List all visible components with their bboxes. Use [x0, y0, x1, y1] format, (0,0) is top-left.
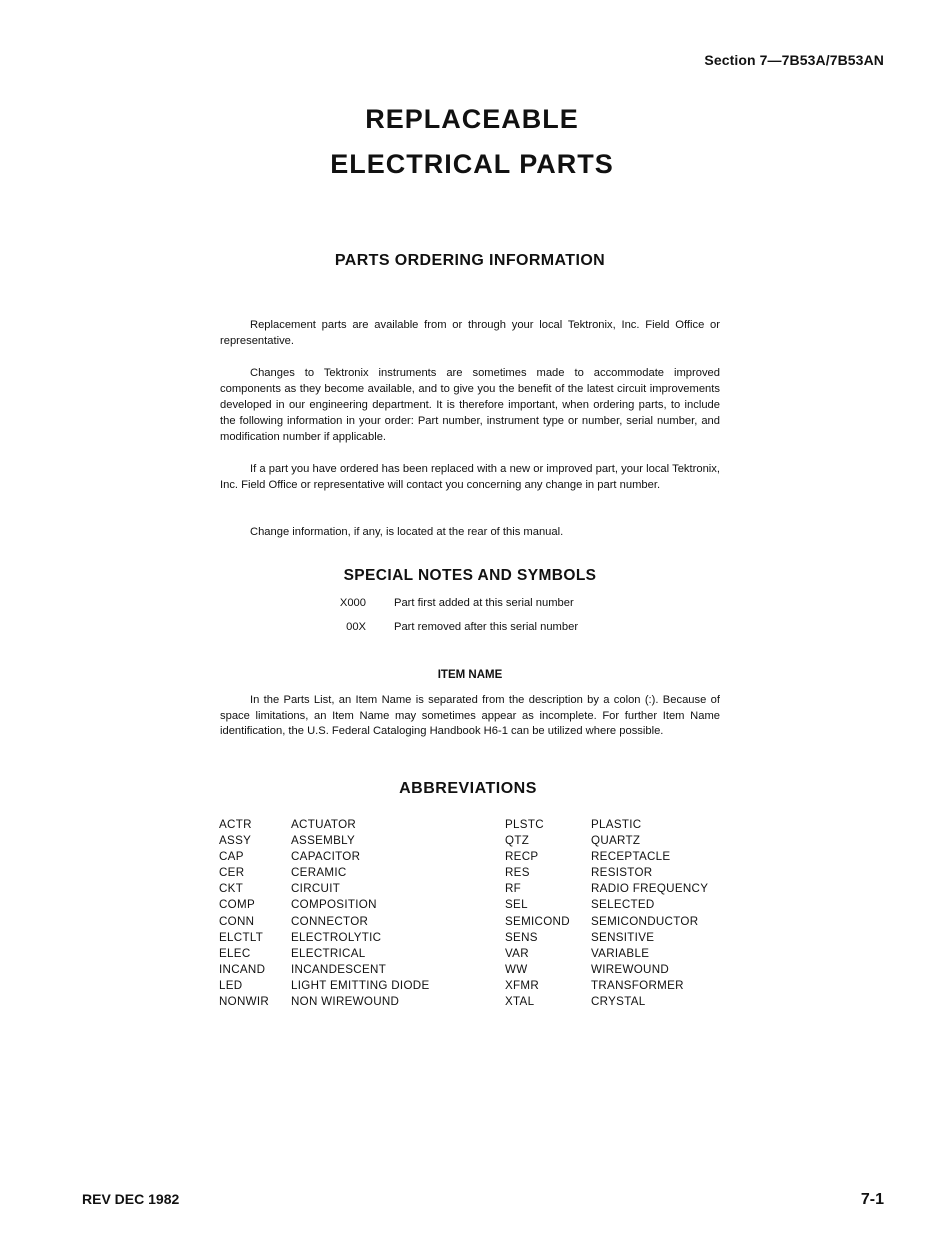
abbreviation-meaning: SEMICONDUCTOR: [591, 914, 699, 928]
abbreviation-code: CAP: [219, 850, 244, 864]
abbreviation-meaning: SELECTED: [591, 898, 655, 912]
abbreviation-code: XFMR: [505, 978, 540, 992]
abbreviation-code: WW: [505, 962, 528, 976]
abbreviation-code: SENS: [505, 930, 538, 944]
abbreviation-code: INCAND: [219, 962, 266, 976]
page-title-line-2: ELECTRICAL PARTS: [330, 149, 614, 179]
abbreviation-code: CER: [219, 866, 245, 880]
abbreviation-meaning: PLASTIC: [591, 818, 642, 831]
abbreviation-list-left-meanings: [291, 817, 429, 1010]
ordering-paragraph: If a part you have ordered has been replaced with a new or improved part, your local Tektronix, Inc. Field Office or representative will contact you concerning any change in part number.: [220, 463, 720, 491]
abbreviation-code: VAR: [505, 946, 529, 960]
item-name-paragraph: In the Parts List, an Item Name is separated from the description by a colon (:). Because of space limitations, an Item Name may sometimes appear as incomplete. For further Item Name identification, the U.S. Federal Cataloging Handbook H6-1 can be utilized where possible.: [220, 694, 720, 737]
abbreviation-code: RECP: [505, 850, 539, 864]
ordering-paragraph: Replacement parts are available from or through your local Tektronix, Inc. Field Office or representative.: [220, 319, 720, 347]
abbreviation-meaning: CRYSTAL: [591, 995, 646, 1009]
abbreviation-meaning: VARIABLE: [591, 946, 650, 960]
abbreviation-code: LED: [219, 978, 243, 992]
abbreviation-meaning: CERAMIC: [291, 866, 347, 880]
abbreviation-list-left-codes: [219, 817, 269, 1010]
abbreviation-code: COMP: [219, 898, 255, 912]
abbreviation-code: SEL: [505, 898, 528, 912]
page-number: 7-1: [860, 1191, 884, 1208]
abbreviation-code: PLSTC: [505, 818, 544, 831]
abbreviation-meaning: QUARTZ: [591, 834, 641, 848]
symbol-code: X000: [339, 597, 366, 609]
abbreviation-meaning: RESISTOR: [591, 866, 653, 880]
item-name-heading: ITEM NAME: [437, 669, 503, 681]
abbreviation-code: ELEC: [219, 946, 251, 960]
revision-date: REV DEC 1982: [82, 1191, 180, 1207]
abbreviation-meaning: ASSEMBLY: [291, 834, 356, 848]
abbreviation-code: SEMICOND: [505, 914, 570, 928]
symbol-description: Part removed after this serial number: [394, 621, 579, 633]
abbreviation-code: CONN: [219, 914, 255, 928]
abbreviation-meaning: WIREWOUND: [591, 962, 670, 976]
abbreviation-meaning: LIGHT EMITTING DIODE: [291, 978, 430, 992]
page-title-line-1: REPLACEABLE: [365, 104, 579, 134]
section-header: Section 7—7B53A/7B53AN: [704, 52, 884, 68]
abbreviation-list-right-codes: [505, 817, 570, 1010]
abbreviation-code: RES: [505, 866, 530, 880]
abbreviation-meaning: SENSITIVE: [591, 930, 655, 944]
symbol-code: 00X: [346, 621, 366, 633]
abbreviation-meaning: INCANDESCENT: [291, 962, 387, 976]
abbreviation-code: ASSY: [219, 834, 252, 848]
abbreviation-meaning: TRANSFORMER: [591, 978, 684, 992]
ordering-paragraph: Change information, if any, is located at the rear of this manual.: [250, 526, 564, 538]
parts-ordering-heading: PARTS ORDERING INFORMATION: [334, 252, 606, 269]
abbreviation-meaning: CIRCUIT: [291, 882, 341, 896]
abbreviation-code: QTZ: [505, 834, 530, 848]
abbreviations-heading: ABBREVIATIONS: [399, 780, 537, 797]
abbreviation-code: CKT: [219, 882, 244, 896]
abbreviation-meaning: RADIO FREQUENCY: [591, 882, 709, 896]
abbreviation-meaning: ACTUATOR: [291, 818, 357, 831]
abbreviation-meaning: COMPOSITION: [291, 898, 377, 912]
abbreviation-meaning: ELECTRICAL: [291, 946, 366, 960]
abbreviation-meaning: ELECTROLYTIC: [291, 930, 382, 944]
abbreviation-code: RF: [505, 882, 522, 896]
abbreviation-meaning: RECEPTACLE: [591, 850, 671, 864]
abbreviation-meaning: NON WIREWOUND: [291, 995, 400, 1009]
abbreviation-code: ACTR: [219, 818, 252, 831]
abbreviation-code: XTAL: [505, 995, 535, 1009]
ordering-paragraph: Changes to Tektronix instruments are sometimes made to accommodate improved components as they become available, and to give you the benefit of the latest circuit improvements developed in our engineering department. It is therefore important, when ordering parts, to include the following information in your order: Part number, instrument type or number, serial number, and modification number if applicable.: [220, 367, 720, 443]
abbreviation-list-right-meanings: [591, 817, 708, 1010]
abbreviation-meaning: CONNECTOR: [291, 914, 369, 928]
abbreviation-code: NONWIR: [219, 995, 270, 1009]
abbreviation-code: ELCTLT: [219, 930, 264, 944]
symbol-description: Part first added at this serial number: [394, 597, 574, 609]
special-notes-heading: SPECIAL NOTES AND SYMBOLS: [343, 567, 597, 584]
abbreviation-meaning: CAPACITOR: [291, 850, 361, 864]
